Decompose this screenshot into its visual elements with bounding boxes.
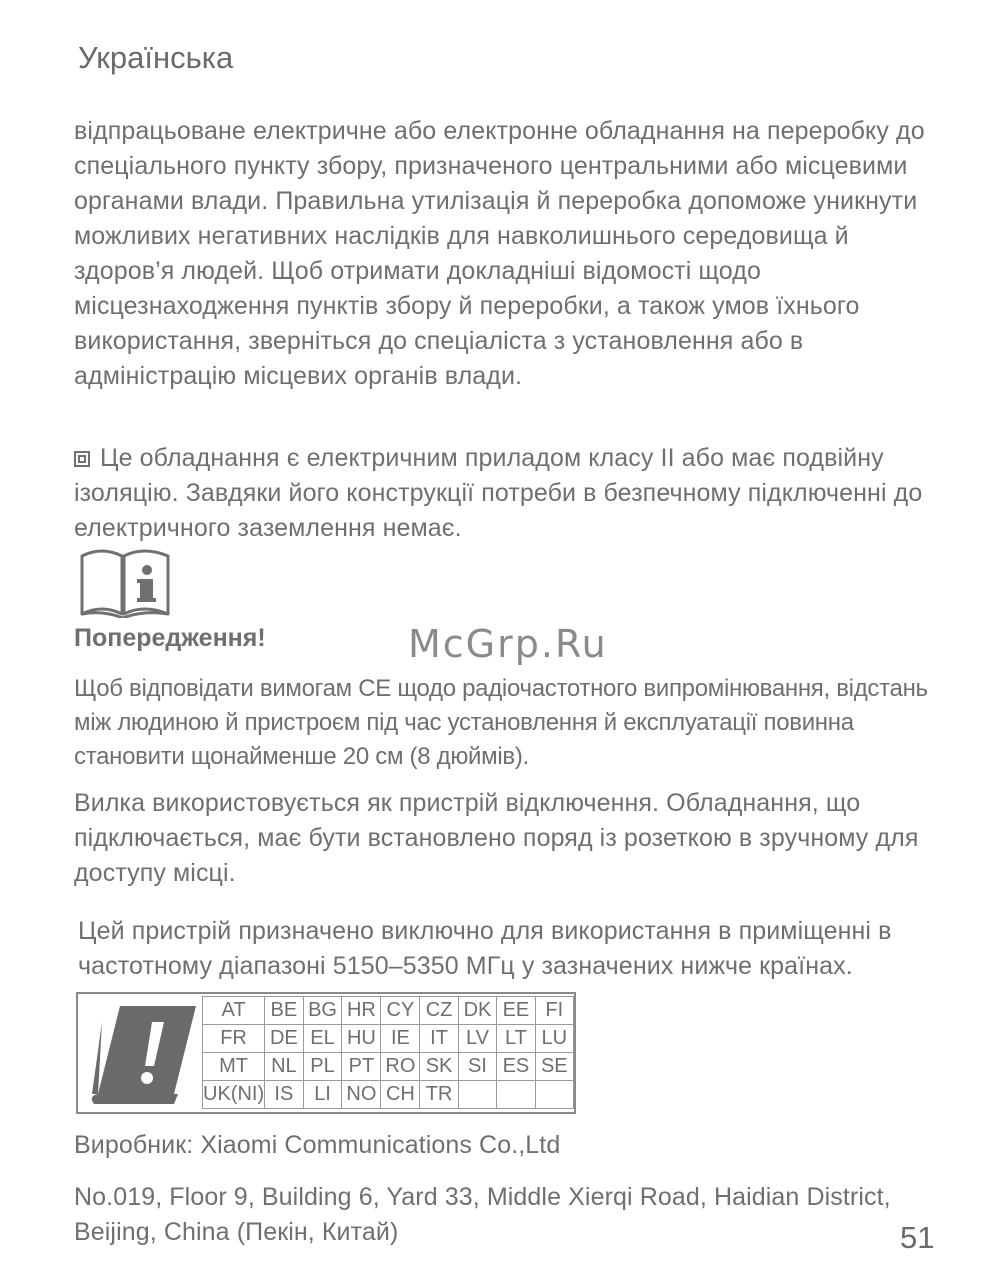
- disposal-paragraph: відпрацьоване електричне або електронне обладнання на переробку до спеціального пункту збору, призначеного центральними або місцевими органами влади. Правильна утилізація й переробка допоможе уникнути можливих негативних наслідків для навколишнього середовища й здоров’я людей. Щоб отримати докладніші відомості щодо місцезнаходження пунктів збору й переробки, а також умов їхнього використання, зверніться до спеціаліста з установлення або в адміністрацію місцевих органів влади.: [74, 117, 925, 390]
- country-code: [458, 1081, 497, 1109]
- country-code: AT: [203, 997, 265, 1025]
- country-code: IS: [265, 1081, 304, 1109]
- country-code: EE: [497, 997, 535, 1025]
- country-code: NO: [342, 1081, 381, 1109]
- country-code: CY: [381, 997, 420, 1025]
- country-code: [497, 1081, 535, 1109]
- double-square-icon: [74, 451, 90, 467]
- language-header: Українська: [78, 40, 234, 75]
- country-code: SE: [535, 1053, 573, 1081]
- country-code: BG: [303, 997, 342, 1025]
- country-code: SI: [458, 1053, 497, 1081]
- country-row: [203, 1025, 574, 1053]
- country-row: [203, 997, 574, 1025]
- address: No.019, Floor 9, Building 6, Yard 33, Middle Xierqi Road, Haidian District, Beijing, China (Пекін, Китай): [74, 1183, 891, 1246]
- manufacturer: Виробник: Xiaomi Communications Co.,Ltd: [74, 1131, 561, 1159]
- country-code: HR: [342, 997, 381, 1025]
- country-code: DE: [265, 1025, 304, 1053]
- country-code: IE: [381, 1025, 420, 1053]
- country-code: SK: [420, 1053, 458, 1081]
- page-number: 51: [900, 1220, 935, 1255]
- country-code: CZ: [420, 997, 458, 1025]
- rf-exposure-text: Щоб відповідати вимогам CE щодо радіочастотного випромінювання, відстань між людиною й пристроєм під час установлення й експлуатації повинна становити щонайменше 20 см (8 дюймів).: [74, 675, 928, 770]
- country-code: LU: [535, 1025, 573, 1053]
- country-code: FI: [535, 997, 573, 1025]
- country-code: UK(NI): [203, 1081, 265, 1109]
- country-code: TR: [420, 1081, 458, 1109]
- plug-disconnect-text: Вилка використовується як пристрій відключення. Обладнання, що підключається, має бути встановлено поряд із розеткою в зручному для доступу місці.: [74, 789, 919, 887]
- country-code: BE: [265, 997, 304, 1025]
- country-code: FR: [203, 1025, 265, 1053]
- country-table: [202, 996, 574, 1109]
- country-code: ES: [497, 1053, 535, 1081]
- manual-info-icon: [78, 548, 172, 618]
- country-code: PL: [303, 1053, 342, 1081]
- country-code: DK: [458, 997, 497, 1025]
- warning-flag-icon: [82, 1000, 200, 1108]
- country-code: PT: [342, 1053, 381, 1081]
- country-restriction-box: [76, 992, 576, 1114]
- country-code: RO: [381, 1053, 420, 1081]
- country-code: LI: [303, 1081, 342, 1109]
- country-code: LT: [497, 1025, 535, 1053]
- country-code: NL: [265, 1053, 304, 1081]
- country-row: [203, 1053, 574, 1081]
- watermark: McGrp.Ru: [408, 622, 608, 666]
- country-code: CH: [381, 1081, 420, 1109]
- warning-title: Попередження!: [74, 624, 266, 652]
- country-row: [203, 1081, 574, 1109]
- country-code: LV: [458, 1025, 497, 1053]
- class2-paragraph: [74, 441, 954, 546]
- country-code: [535, 1081, 573, 1109]
- country-code: MT: [203, 1053, 265, 1081]
- class2-text: Це обладнання є електричним приладом класу II або має подвійну ізоляцію. Завдяки його конструкції потреби в безпечному підключенні до електричного заземлення немає.: [74, 444, 923, 542]
- country-code: EL: [303, 1025, 342, 1053]
- country-code: IT: [420, 1025, 458, 1053]
- country-code: HU: [342, 1025, 381, 1053]
- indoor-use-notice: Цей пристрій призначено виключно для використання в приміщенні в частотному діапазоні 5150–5350 МГц у зазначених нижче країнах.: [78, 917, 892, 980]
